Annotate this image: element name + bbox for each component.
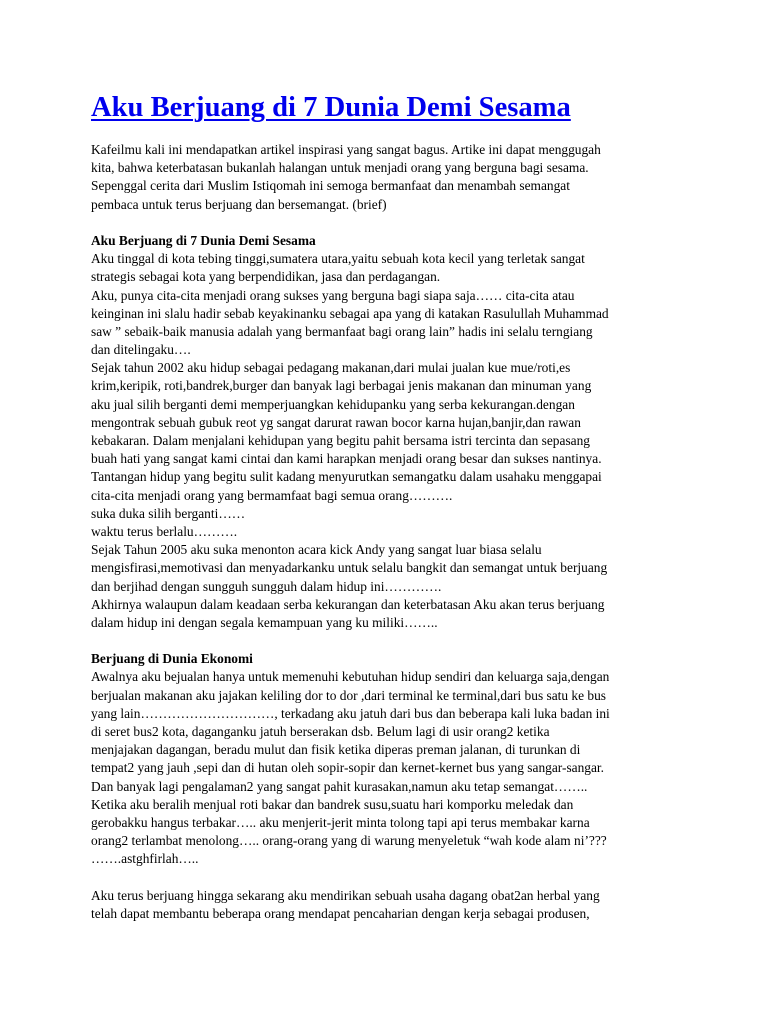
paragraph-gap: [91, 869, 691, 887]
section-heading-berjuang-7-dunia: Aku Berjuang di 7 Dunia Demi Sesama: [91, 232, 316, 248]
paragraph-gap: [91, 214, 691, 232]
intro-paragraph: [91, 141, 691, 214]
text-line: gerobakku hangus terbakar….. aku menjerit-jerit minta tolong tapi api terus membakar karna: [91, 814, 590, 830]
text-line: dan ditelingaku….: [91, 342, 191, 358]
text-line: berjualan makanan aku jajakan keliling dor to dor ,dari terminal ke terminal,dari bus satu ke bus: [91, 687, 607, 703]
text-line: Awalnya aku bejualan hanya untuk memenuhi kebutuhan hidup sendiri dan keluarga saja,dengan: [91, 669, 610, 685]
text-line: yang lain…………………………, terkadang aku jatuh dari bus dan beberapa kali luka badan ini: [91, 705, 610, 721]
text-line: menjajakan dagangan, beradu mulut dan fisik ketika diperas preman jalanan, di turunkan di: [91, 742, 581, 758]
text-line: telah dapat membantu beberapa orang mendapat pencaharian dengan kerja sebagai produsen,: [91, 905, 590, 921]
text-line: dan berjihad dengan sungguh sungguh dalam hidup ini………….: [91, 578, 442, 594]
text-line: saw ” sebaik-baik manusia adalah yang bermanfaat bagi orang lain” hadis ini selalu terngiang: [91, 323, 593, 339]
text-line: kebakaran. Dalam menjalani kehidupan yang begitu pahit bersama istri tercinta dan sepasang: [91, 433, 590, 448]
text-line: buah hati yang sangat kami cintai dan kami harapkan menjadi orang besar dan sukses nantinya.: [91, 451, 602, 467]
text-line: suka duka silih berganti……: [91, 505, 246, 521]
text-line: cita-cita menjadi orang yang bermamfaat bagi semua orang……….: [91, 487, 453, 503]
text-line: kita, bahwa keterbatasan bukanlah halangan untuk menjadi orang yang berguna bagi sesama.: [91, 160, 589, 176]
text-line: mengisfirasi,memotivasi dan menyadarkanku untuk selalu bangkit dan semangat untuk berjuang: [91, 560, 608, 576]
text-line: mengontrak sebuah gubuk reot yg sangat darurat rawan bocor karna hujan,banjir,dan rawan: [91, 414, 581, 430]
text-line: keinginan ini slalu hadir sebab keyakinanku sebagai apa yang di katakan Rasulullah Muhammad: [91, 305, 609, 321]
text-line: krim,keripik, roti,bandrek,burger dan banyak lagi berbagai jenis makanan dan minuman yang: [91, 378, 592, 394]
text-line: Aku terus berjuang hingga sekarang aku mendirikan sebuah usaha dagang obat2an herbal yang: [91, 887, 600, 903]
text-line: Kafeilmu kali ini mendapatkan artikel inspirasi yang sangat bagus. Artike ini dapat menggugah: [91, 142, 601, 157]
text-line: Ketika aku beralih menjual roti bakar dan bandrek susu,suatu hari komporku meledak dan: [91, 796, 574, 812]
text-line: aku jual silih berganti demi memperjuangkan kehidupanku yang serba kekurangan.dengan: [91, 396, 575, 412]
text-line: pembaca untuk terus berjuang dan bersemangat. (brief): [91, 196, 387, 212]
text-line: …….astghfirlah…..: [91, 851, 199, 867]
section-heading-dunia-ekonomi: Berjuang di Dunia Ekonomi: [91, 651, 253, 667]
text-line: orang2 terlambat menolong….. orang-orang yang di warung menyeletuk “wah kode alam ni’???: [91, 833, 607, 849]
text-line: Aku tinggal di kota tebing tinggi,sumatera utara,yaitu sebuah kota kecil yang terletak sangat: [91, 251, 585, 267]
article-title-link[interactable]: Aku Berjuang di 7 Dunia Demi Sesama: [91, 92, 571, 123]
text-line: waktu terus berlalu……….: [91, 523, 238, 539]
text-line: Sepenggal cerita dari Muslim Istiqomah ini semoga bermanfaat dan menambah semangat: [91, 178, 570, 194]
text-line: Sejak Tahun 2005 aku suka menonton acara kick Andy yang sangat luar biasa selalu: [91, 542, 542, 558]
closing-paragraph: [91, 887, 691, 923]
text-line: Tantangan hidup yang begitu sulit kadang menyurutkan semangatku dalam usahaku menggapai: [91, 469, 602, 485]
section-dunia-ekonomi: [91, 668, 691, 868]
text-line: di seret bus2 kota, daganganku jatuh berserakan dsb. Belum lagi di usir orang2 ketika: [91, 724, 550, 739]
section-berjuang-7-dunia: [91, 250, 691, 632]
text-line: tempat2 yang jauh ,sepi dan di hutan oleh sopir-sopir dan kernet-kernet bus yang sangar-sangar.: [91, 760, 604, 776]
text-line: dalam hidup ini dengan segala kemampuan yang ku miliki……..: [91, 614, 438, 630]
text-line: Akhirnya walaupun dalam keadaan serba kekurangan dan keterbatasan Aku akan terus berjuang: [91, 596, 605, 612]
text-line: Dan banyak lagi pengalaman2 yang sangat pahit kurasakan,namun aku tetap semangat……..: [91, 778, 588, 794]
text-line: strategis sebagai kota yang berpendidikan, jasa dan perdagangan.: [91, 269, 441, 285]
text-line: Sejak tahun 2002 aku hidup sebagai pedagang makanan,dari mulai jualan kue mue/roti,es: [91, 360, 571, 376]
article-body: [91, 141, 691, 923]
paragraph-gap: [91, 632, 691, 650]
text-line: Aku, punya cita-cita menjadi orang sukses yang berguna bagi siapa saja…… cita-cita atau: [91, 287, 575, 303]
